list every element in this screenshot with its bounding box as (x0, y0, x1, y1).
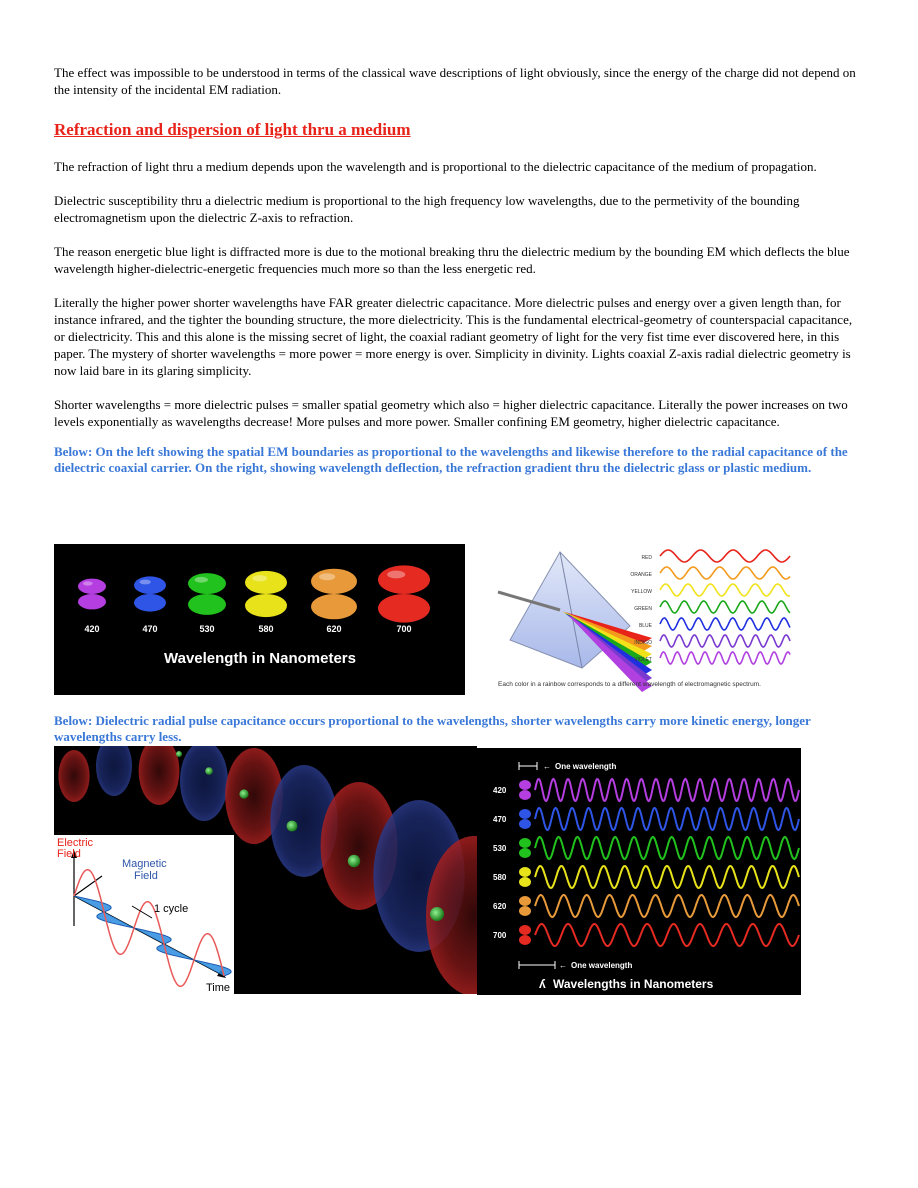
wave-violet (660, 652, 790, 664)
orbital-small (519, 838, 531, 848)
electric-label: Electric (57, 837, 94, 849)
bottom-wavelength-label: One wavelength (571, 961, 633, 970)
wavelength-label: 470 (493, 815, 507, 824)
orbital-small (519, 848, 531, 858)
pulse-dot (430, 907, 444, 921)
orbital-wavelength-figure (54, 544, 465, 695)
wave-620 (535, 895, 799, 917)
wavelength-label: 580 (493, 873, 507, 882)
orbital-label: 470 (142, 624, 158, 634)
figure-caption-2: Below: Dielectric radial pulse capacitance occurs proportional to the wavelengths, shorter wavelengths carry more kinetic energy, longer wavelengths carry less. (54, 713, 811, 744)
wavelength-label: 530 (493, 844, 507, 853)
color-name-label: GREEN (634, 606, 652, 612)
orbital-label: 530 (199, 624, 215, 634)
wave-470 (535, 808, 799, 830)
wavelength-label: 700 (493, 931, 507, 940)
wave-green (660, 601, 790, 613)
orbital-580 (245, 571, 287, 617)
svg-text:←: ← (543, 762, 551, 771)
svg-text:←: ← (559, 961, 567, 970)
wave-yellow (660, 584, 790, 596)
paragraph-3: The reason energetic blue light is diffracted more is due to the motional breaking thru the dielectric medium by the bounding EM which deflects the blue wavelength higher-dielectric-energetic frequencies much more so than the less energetic red. (54, 244, 850, 276)
pulse-dot (287, 821, 298, 832)
orbital-470 (134, 576, 166, 611)
orbital-small (519, 809, 531, 819)
section-title: Refraction and dispersion of light thru a medium (54, 120, 411, 139)
wave-530 (535, 837, 799, 859)
color-name-label: ORANGE (630, 572, 652, 578)
pulse-dot (205, 767, 213, 775)
orbital-small (519, 935, 531, 945)
pulse-orb (180, 746, 228, 821)
orbital-label: 420 (84, 624, 100, 634)
wave-blue (660, 618, 790, 630)
color-name-label: INDIGO (634, 640, 652, 646)
top-wavelength-label: One wavelength (555, 762, 617, 771)
electric-field-label: Field (57, 848, 81, 860)
time-label: Time (206, 982, 231, 994)
wavelength-label: 420 (493, 786, 507, 795)
orbital-700 (378, 565, 430, 622)
wave-700 (535, 924, 799, 946)
fig4-title: Wavelengths in Nanometers (553, 977, 714, 991)
svg-text:ʎ: ʎ (539, 977, 546, 991)
prism-caption: Each color in a rainbow corresponds to a different wavelength of electromagnetic spectrum. (498, 681, 761, 688)
wave-580 (535, 866, 799, 888)
wave-420 (535, 779, 799, 801)
orbital-small (519, 790, 531, 800)
pulse-orb (139, 746, 180, 805)
document-body (54, 64, 864, 476)
orbital-small (519, 819, 531, 829)
pulse-dot (176, 751, 182, 757)
intro-paragraph: The effect was impossible to be understood in terms of the classical wave descriptions of light obviously, since the energy of the charge did not depend on the intensity of the incidental EM radiation. (54, 65, 856, 97)
em-wave-inset (54, 835, 234, 994)
color-name-label: RED (641, 555, 652, 561)
pulse-dot (239, 789, 248, 798)
color-name-label: BLUE (638, 623, 652, 629)
wavelength-waves-figure (477, 748, 801, 995)
pulse-orb (96, 746, 132, 796)
paragraph-1: The refraction of light thru a medium depends upon the wavelength and is proportional to the dielectric capacitance of the medium of propagation. (54, 159, 817, 174)
orbital-small (519, 906, 531, 916)
pulse-orb (58, 750, 89, 802)
orbital-small (519, 896, 531, 906)
paragraph-2: Dielectric susceptibility thru a dielectric medium is proportional to the high frequency low wavelengths, due to the permetivity of the bounding electromagnetism upon the dielectric Z-axis to refraction. (54, 193, 800, 225)
orbital-small (519, 877, 531, 887)
magnetic-field-label: Field (134, 870, 158, 882)
wave-red (660, 550, 790, 562)
wave-indigo (660, 635, 790, 647)
dielectric-pulse-figure (54, 746, 477, 994)
paragraph-4: Literally the higher power shorter wavelengths have FAR greater dielectric capacitance. More dielectric pulses and energy over a given length than, for instance infrared, and the tighter the bounding structure, the more dielectricity. This is the fundamental electrical-geometry of counterspacial capacitance, or dielectricity. This and this alone is the missing secret of light, the coaxial radiant geometry of light for the very fist time ever discovered here, in this paper. The mystery of shorter wavelengths = more power = more energy is over. Simplicity in divinity. Lights coaxial Z-axis radial dielectric geometry is now laid bare in its glaring simplicity. (54, 295, 853, 378)
orbital-420 (78, 579, 106, 610)
wave-orange (660, 567, 790, 579)
orbital-label: 700 (396, 624, 412, 634)
wavelength-label: 620 (493, 902, 507, 911)
color-name-label: YELLOW (631, 589, 652, 595)
orbital-small (519, 867, 531, 877)
paragraph-5: Shorter wavelengths = more dielectric pulses = smaller spatial geometry which also = higher dielectric capacitance. Literally the power increases on two levels exponentially as wavelengths decrease! More pulses and more power. Smaller confining EM geometry, higher dielectric capacitance. (54, 397, 848, 429)
magnetic-label: Magnetic (122, 858, 167, 870)
cycle-label: 1 cycle (154, 903, 189, 915)
pulse-dot (348, 855, 360, 867)
orbital-label: 580 (258, 624, 274, 634)
fig1-title: Wavelength in Nanometers (164, 650, 356, 667)
prism-figure (490, 540, 820, 692)
figure-caption-1: Below: On the left showing the spatial EM boundaries as proportional to the wavelengths and likewise therefore to the radial capacitance of the dielectric coaxial carrier. On the right, showing wavelength deflection, the refraction gradient thru the dielectric glass or plastic medium. (54, 444, 848, 475)
color-name-label: VIOLET (634, 657, 652, 663)
orbital-620 (311, 569, 357, 620)
orbital-small (519, 925, 531, 935)
orbital-label: 620 (326, 624, 342, 634)
orbital-530 (188, 573, 226, 615)
orbital-small (519, 780, 531, 790)
